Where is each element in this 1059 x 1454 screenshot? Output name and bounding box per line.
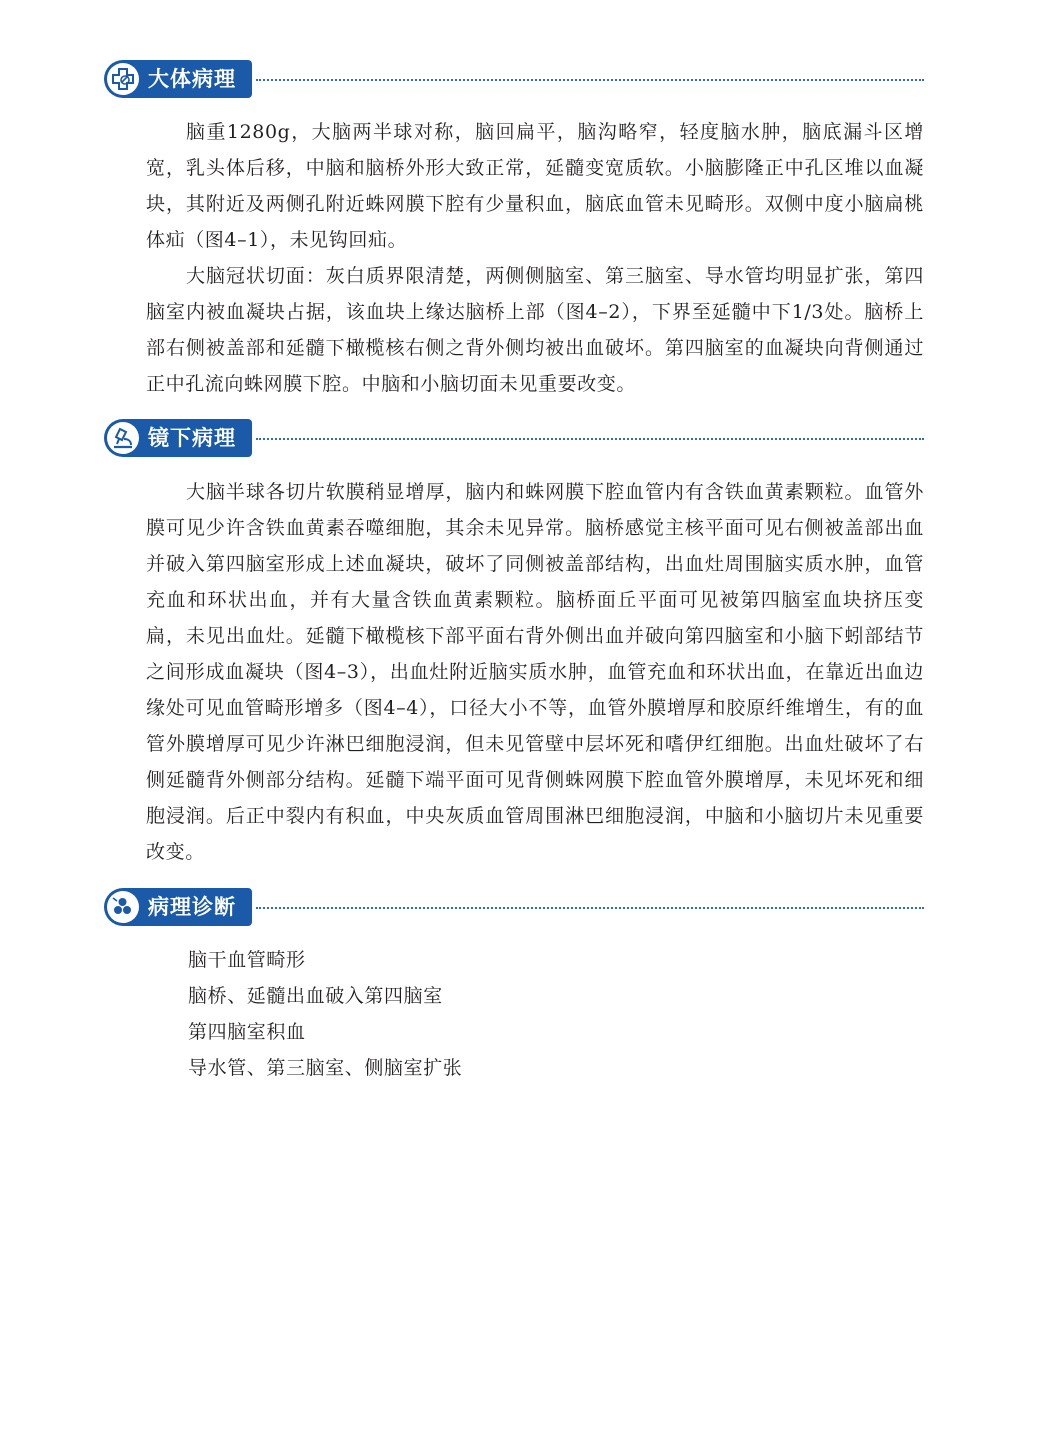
diagnosis-item: 导水管、第三脑室、侧脑室扩张 — [188, 1057, 463, 1079]
gross-paragraph-2: 大脑冠状切面：灰白质界限清楚，两侧侧脑室、第三脑室、导水管均明显扩张，第四脑室内被血凝块占据，该血块上缘达脑桥上部（图4–2），下界至延髓中下1/3处。脑桥上部右侧被盖部和延髓下橄榄核右侧之背外侧均被出血破坏。第四脑室的血凝块向背侧通过正中孔流向蛛网膜下腔。中脑和小脑切面未见重要改变。 — [146, 265, 924, 395]
medical-cross-icon — [107, 63, 139, 95]
section-badge — [104, 888, 252, 926]
molecule-icon — [107, 891, 139, 923]
micro-paragraph-1: 大脑半球各切片软膜稍显增厚，脑内和蛛网膜下腔血管内有含铁血黄素颗粒。血管外膜可见少许含铁血黄素吞噬细胞，其余未见异常。脑桥感觉主核平面可见右侧被盖部出血并破入第四脑室形成上述血凝块，破坏了同侧被盖部结构，出血灶周围脑实质水肿，血管充血和环状出血，并有大量含铁血黄素颗粒。脑桥面丘平面可见被第四脑室血块挤压变扁，未见出血灶。延髓下橄榄核下部平面右背外侧出血并破向第四脑室和小脑下蚓部结节之间形成血凝块（图4–3），出血灶附近脑实质水肿，血管充血和环状出血，在靠近出血边缘处可见血管畸形增多（图4–4），口径大小不等，血管外膜增厚和胶原纤维增生，有的血管外膜增厚可见少许淋巴细胞浸润，但未见管壁中层坏死和嗜伊红细胞。出血灶破坏了右侧延髓背外侧部分结构。延髓下端平面可见背侧蛛网膜下腔血管外膜增厚，未见坏死和细胞浸润。后正中裂内有积血，中央灰质血管周围淋巴细胞浸润，中脑和小脑切片未见重要改变。 — [146, 481, 924, 863]
diagnosis-list — [188, 942, 462, 1086]
section-header-micro — [104, 419, 924, 459]
section-badge — [104, 419, 252, 457]
diagnosis-item: 第四脑室积血 — [188, 1021, 306, 1043]
diagnosis-item: 脑干血管畸形 — [188, 949, 306, 971]
dotted-divider — [256, 79, 924, 81]
gross-paragraph-1: 脑重1280g，大脑两半球对称，脑回扁平，脑沟略窄，轻度脑水肿，脑底漏斗区增宽，乳头体后移，中脑和脑桥外形大致正常，延髓变宽质软。小脑膨隆正中孔区堆以血凝块，其附近及两侧孔附近蛛网膜下腔有少量积血，脑底血管未见畸形。双侧中度小脑扁桃体疝（图4–1），未见钩回疝。 — [146, 121, 924, 251]
section-title: 大体病理 — [148, 67, 236, 91]
section-header-diagnosis — [104, 888, 924, 928]
dotted-divider — [256, 438, 924, 440]
dotted-divider — [256, 907, 924, 909]
section-header-gross — [104, 60, 924, 100]
section-badge — [104, 60, 252, 98]
microscope-icon — [107, 422, 139, 454]
section-title: 病理诊断 — [148, 895, 236, 919]
section-title: 镜下病理 — [148, 426, 236, 450]
diagnosis-item: 脑桥、延髓出血破入第四脑室 — [188, 985, 443, 1007]
